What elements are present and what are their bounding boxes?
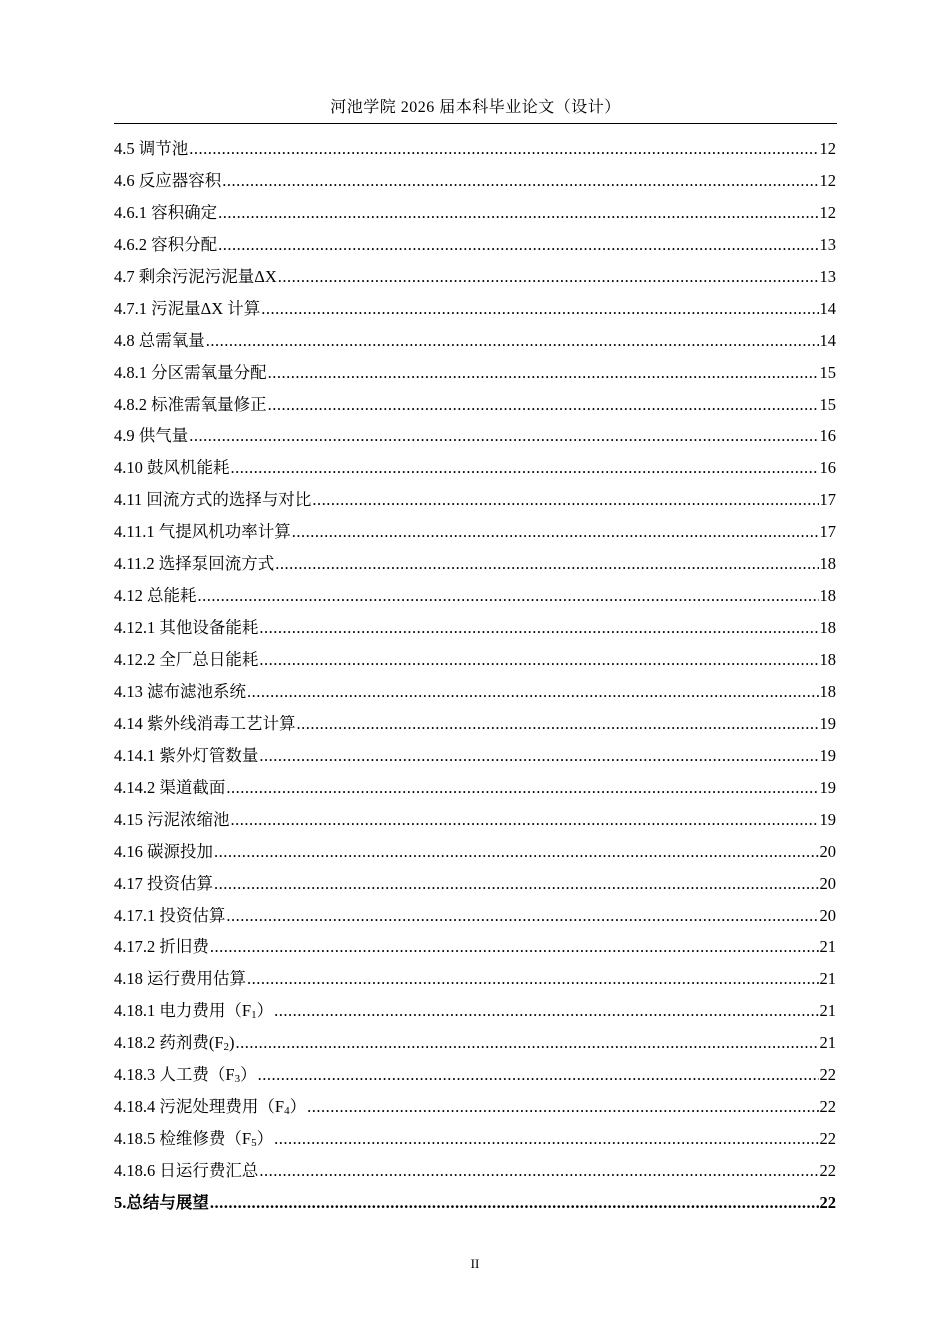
toc-entry[interactable] bbox=[114, 772, 836, 804]
toc-entry-page: 12 bbox=[819, 202, 836, 222]
toc-entry-page: 20 bbox=[819, 905, 836, 925]
toc-entry-label: 4.14.1 紫外灯管数量 bbox=[114, 745, 259, 765]
toc-leader-dots bbox=[226, 772, 818, 804]
page-header: 河池学院 2026 届本科毕业论文（设计） bbox=[330, 99, 621, 116]
toc-entry-label: 4.18.1 电力费用$(F_1)$ bbox=[114, 1001, 274, 1022]
page-number: II bbox=[470, 1256, 480, 1271]
toc-leader-dots bbox=[274, 1123, 818, 1155]
toc-entry[interactable] bbox=[114, 133, 836, 165]
toc-entry-page: 22 bbox=[819, 1192, 836, 1212]
toc-entry[interactable] bbox=[114, 708, 836, 740]
toc-entry-subscript: 1 bbox=[251, 1009, 257, 1022]
toc-entry-label: 4.17.2 折旧费 bbox=[114, 937, 209, 957]
toc-entry-page: 12 bbox=[819, 170, 836, 190]
toc-entry-label: 4.6 反应器容积 bbox=[114, 170, 222, 190]
toc-entry-page: 19 bbox=[819, 745, 836, 765]
toc-entry-page: 16 bbox=[819, 426, 836, 446]
toc-entry-page: 19 bbox=[819, 809, 836, 829]
toc-entry-page: 14 bbox=[819, 330, 836, 350]
toc-entry-label: 4.8.2 标准需氧量修正 bbox=[114, 394, 267, 414]
toc-entry[interactable] bbox=[114, 580, 836, 612]
toc-entry-page: 16 bbox=[819, 458, 836, 478]
toc-leader-dots bbox=[218, 197, 818, 229]
toc-entry-page: 20 bbox=[819, 841, 836, 861]
toc-entry-label: 4.5 调节池 bbox=[114, 139, 189, 158]
toc-entry[interactable] bbox=[114, 420, 836, 452]
toc-leader-dots bbox=[312, 484, 818, 516]
toc-entry[interactable] bbox=[114, 804, 836, 836]
toc-entry-page: 19 bbox=[819, 777, 836, 797]
toc-leader-dots bbox=[247, 676, 819, 708]
toc-leader-dots bbox=[259, 740, 818, 772]
toc-entry-label: 4.7 剩余污泥污泥量ΔX bbox=[114, 266, 277, 286]
toc-entry-page: 19 bbox=[819, 713, 836, 733]
toc-entry-label: 4.8.1 分区需氧量分配 bbox=[114, 362, 267, 382]
toc-entry[interactable] bbox=[114, 389, 836, 421]
toc-entry[interactable] bbox=[114, 1027, 836, 1059]
table-of-contents bbox=[114, 133, 836, 1219]
toc-entry-page: 21 bbox=[819, 937, 836, 957]
toc-entry-page: 21 bbox=[819, 1033, 836, 1053]
toc-entry-label: 4.18.2 药剂费$(F_2)$ bbox=[114, 1033, 235, 1054]
toc-leader-dots bbox=[307, 1091, 818, 1123]
toc-entry-label: 4.13 滤布滤池系统 bbox=[114, 681, 246, 701]
toc-entry[interactable] bbox=[114, 740, 836, 772]
toc-entry-page: 18 bbox=[819, 554, 836, 574]
toc-leader-dots bbox=[206, 325, 819, 357]
toc-entry[interactable] bbox=[114, 357, 836, 389]
toc-entry-page: 17 bbox=[819, 490, 836, 510]
toc-leader-dots bbox=[297, 708, 819, 740]
toc-leader-dots bbox=[275, 548, 818, 580]
toc-entry[interactable] bbox=[114, 1059, 836, 1091]
toc-entry-label: 4.17 投资估算 bbox=[114, 873, 213, 893]
toc-leader-dots bbox=[258, 1059, 819, 1091]
toc-entry[interactable] bbox=[114, 1123, 836, 1155]
toc-entry[interactable] bbox=[114, 644, 836, 676]
toc-entry[interactable] bbox=[114, 612, 836, 644]
toc-entry-label: 4.11.2 选择泵回流方式 bbox=[114, 554, 275, 574]
toc-entry-label: 4.7.1 污泥量ΔX 计算 bbox=[114, 298, 261, 318]
toc-entry-label: 4.16 碳源投加 bbox=[114, 841, 213, 861]
toc-entry[interactable] bbox=[114, 995, 836, 1027]
toc-entry-page: 20 bbox=[819, 873, 836, 893]
toc-entry-label: 4.14 紫外线消毒工艺计算 bbox=[114, 713, 296, 733]
toc-leader-dots bbox=[236, 1027, 819, 1059]
toc-entry[interactable] bbox=[114, 676, 836, 708]
toc-entry-page: 22 bbox=[819, 1161, 836, 1180]
toc-leader-dots bbox=[274, 995, 818, 1027]
toc-entry[interactable] bbox=[114, 1155, 836, 1187]
toc-entry-page: 18 bbox=[819, 618, 836, 638]
toc-leader-dots bbox=[247, 963, 819, 995]
toc-entry-label: 4.14.2 渠道截面 bbox=[114, 777, 226, 797]
toc-leader-dots bbox=[214, 868, 819, 900]
toc-entry-page: 13 bbox=[819, 266, 836, 286]
toc-entry[interactable] bbox=[114, 452, 836, 484]
toc-entry-page: 21 bbox=[819, 969, 836, 989]
toc-leader-dots bbox=[261, 293, 818, 325]
toc-entry-label: 4.18.6 日运行费汇总 bbox=[114, 1161, 259, 1180]
toc-leader-dots bbox=[226, 900, 818, 932]
toc-entry-page: 12 bbox=[819, 139, 836, 158]
toc-leader-dots bbox=[268, 357, 819, 389]
toc-entry[interactable] bbox=[114, 325, 836, 357]
toc-leader-dots bbox=[210, 1187, 819, 1219]
toc-entry[interactable] bbox=[114, 516, 836, 548]
toc-leader-dots bbox=[222, 165, 818, 197]
toc-leader-dots bbox=[259, 1155, 818, 1187]
toc-entry-page: 22 bbox=[819, 1065, 836, 1085]
toc-entry-label: 4.11 回流方式的选择与对比 bbox=[114, 490, 312, 510]
toc-entry[interactable] bbox=[114, 229, 836, 261]
toc-entry-page: 15 bbox=[819, 362, 836, 382]
toc-entry-page: 18 bbox=[819, 650, 836, 669]
toc-entry-label: 5.总结与展望 bbox=[114, 1192, 209, 1212]
toc-entry-label: 4.18.3 人工费$(F_3)$ bbox=[114, 1065, 257, 1086]
toc-entry-label: 4.15 污泥浓缩池 bbox=[114, 809, 230, 829]
toc-entry[interactable] bbox=[114, 197, 836, 229]
toc-entry-label: 4.11.1 气提风机功率计算 bbox=[114, 522, 291, 542]
toc-entry-label: 4.6.1 容积确定 bbox=[114, 202, 218, 222]
toc-entry-page: 17 bbox=[819, 522, 836, 542]
toc-entry-label: 4.18.5 检维修费$(F_5)$ bbox=[114, 1129, 274, 1150]
toc-entry-label: 4.9 供气量 bbox=[114, 426, 189, 446]
toc-entry-page: 22 bbox=[819, 1129, 836, 1149]
toc-entry-label: 4.12.1 其他设备能耗 bbox=[114, 618, 259, 638]
toc-entry-subscript: 3 bbox=[234, 1073, 241, 1086]
toc-entry[interactable] bbox=[114, 261, 836, 293]
toc-entry-page: 13 bbox=[819, 234, 836, 254]
toc-entry-page: 22 bbox=[819, 1097, 836, 1117]
toc-entry-page: 15 bbox=[819, 394, 836, 414]
toc-leader-dots bbox=[210, 931, 819, 963]
toc-leader-dots bbox=[278, 261, 819, 293]
toc-entry-label: 4.18.4 污泥处理费用$(F_4)$ bbox=[114, 1097, 307, 1118]
toc-leader-dots bbox=[198, 580, 819, 612]
toc-entry-subscript: 2 bbox=[223, 1041, 230, 1054]
toc-leader-dots bbox=[259, 644, 818, 676]
toc-entry[interactable] bbox=[114, 836, 836, 868]
toc-entry[interactable] bbox=[114, 963, 836, 995]
toc-leader-dots bbox=[189, 133, 818, 165]
toc-leader-dots bbox=[268, 389, 819, 421]
toc-entry-label: 4.10 鼓风机能耗 bbox=[114, 458, 230, 478]
toc-entry-page: 21 bbox=[819, 1001, 836, 1021]
toc-entry[interactable] bbox=[114, 1091, 836, 1123]
toc-leader-dots bbox=[259, 612, 818, 644]
toc-entry-label: 4.6.2 容积分配 bbox=[114, 234, 218, 254]
toc-entry[interactable] bbox=[114, 1187, 836, 1219]
toc-entry-page: 18 bbox=[819, 681, 836, 701]
toc-entry-page: 14 bbox=[819, 298, 836, 318]
toc-entry[interactable] bbox=[114, 484, 836, 516]
toc-leader-dots bbox=[189, 420, 818, 452]
toc-entry-label: 4.17.1 投资估算 bbox=[114, 905, 226, 925]
toc-entry[interactable] bbox=[114, 165, 836, 197]
toc-entry-label: 4.18 运行费用估算 bbox=[114, 969, 246, 989]
toc-entry-subscript: 4 bbox=[284, 1105, 290, 1118]
toc-entry-label: 4.12.2 全厂总日能耗 bbox=[114, 650, 259, 669]
toc-entry[interactable] bbox=[114, 931, 836, 963]
toc-entry[interactable] bbox=[114, 868, 836, 900]
toc-entry-label: 4.8 总需氧量 bbox=[114, 330, 205, 350]
header-rule bbox=[114, 123, 837, 124]
toc-leader-dots bbox=[218, 229, 818, 261]
toc-entry-label: 4.12 总能耗 bbox=[114, 586, 197, 606]
toc-leader-dots bbox=[214, 836, 819, 868]
toc-leader-dots bbox=[231, 452, 819, 484]
toc-entry[interactable] bbox=[114, 293, 836, 325]
toc-entry-page: 18 bbox=[819, 586, 836, 606]
toc-leader-dots bbox=[231, 804, 819, 836]
toc-leader-dots bbox=[292, 516, 819, 548]
toc-entry-subscript: 5 bbox=[251, 1137, 257, 1150]
toc-entry[interactable] bbox=[114, 900, 836, 932]
toc-entry[interactable] bbox=[114, 548, 836, 580]
